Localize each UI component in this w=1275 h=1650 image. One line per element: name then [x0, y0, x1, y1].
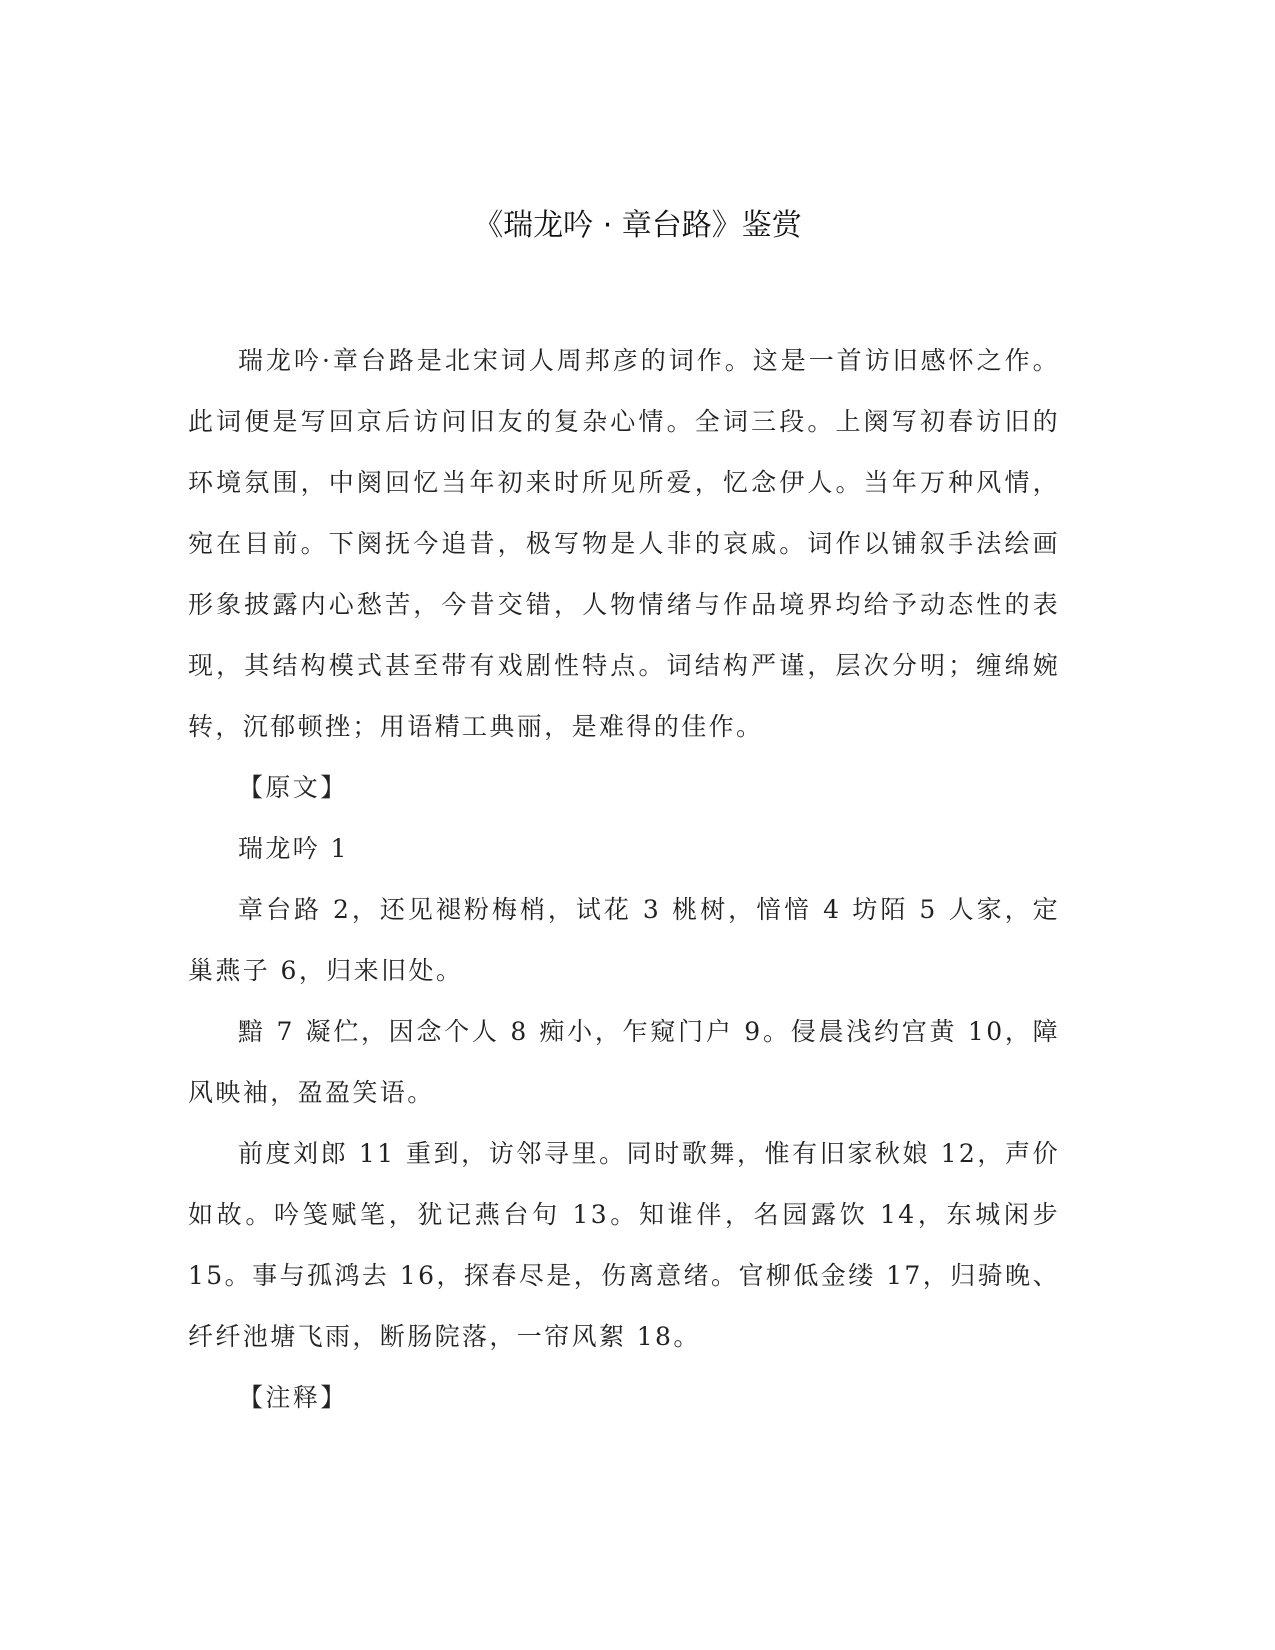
intro-paragraph: 瑞龙吟·章台路是北宋词人周邦彦的词作。这是一首访旧感怀之作。此词便是写回京后访问旧友的复杂心情。全词三段。上阕写初春访旧的环境氛围，中阕回忆当年初来时所见所爱，忆念伊人。当年万种风情，宛在目前。下阕抚今追昔，极写物是人非的哀戚。词作以铺叙手法绘画形象披露内心愁苦，今昔交错，人物情绪与作品境界均给予动态性的表现，其结构模式甚至带有戏剧性特点。词结构严谨，层次分明；缠绵婉转，沉郁顿挫；用语精工典丽，是难得的佳作。 [188, 346, 1060, 741]
poem-stanza-1: 章台路 2，还见褪粉梅梢，试花 3 桃树，愔愔 4 坊陌 5 人家，定巢燕子 6，归来旧处。 [188, 895, 1060, 985]
section-heading-annotations: 【注释】 [238, 1383, 348, 1412]
poem-stanza-2: 黯 7 凝伫，因念个人 8 痴小，乍窥门户 9。侵晨浅约宫黄 10，障风映袖，盈盈笑语。 [188, 1017, 1060, 1107]
poem-title: 瑞龙吟 1 [238, 834, 349, 863]
poem-stanza-3: 前度刘郎 11 重到，访邻寻里。同时歌舞，惟有旧家秋娘 12，声价如故。吟笺赋笔，犹记燕台句 13。知谁伴，名园露饮 14，东城闲步 15。事与孤鸿去 16，探春尽是，伤离意绪。官柳低金缕 17，归骑晚、纤纤池塘飞雨，断肠院落，一帘风絮 18。 [188, 1139, 1060, 1351]
section-heading-original-text: 【原文】 [238, 773, 348, 802]
document-body [188, 330, 1060, 1428]
document-title: 《瑞龙吟 · 章台路》鉴赏 [473, 208, 802, 243]
